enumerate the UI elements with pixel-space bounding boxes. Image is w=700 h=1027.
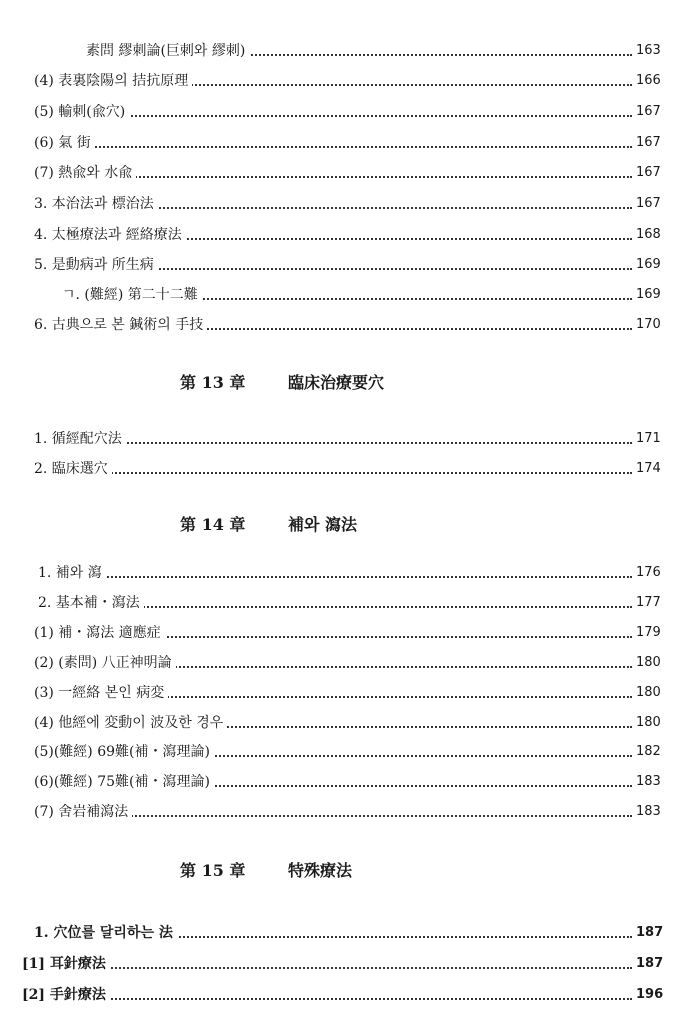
dot-leader: [24, 998, 632, 1000]
page-number: 176: [636, 562, 661, 584]
page-number: 182: [636, 741, 661, 763]
chapter-heading: [0, 512, 700, 538]
chapter-title: 臨床治療要穴: [288, 373, 385, 392]
toc-entry: [0, 652, 700, 674]
entry-label: 1. 補와 瀉: [38, 562, 106, 584]
page-number: 183: [636, 771, 661, 793]
entry-label: (2) (素問) 八正神明論: [34, 652, 176, 674]
dot-leader: [40, 576, 632, 578]
page-number: 166: [636, 70, 661, 92]
entry-label: (7) 熱兪와 水兪: [34, 162, 136, 184]
toc-entry: [0, 284, 700, 306]
dot-leader: [36, 472, 632, 474]
toc-entry: [0, 801, 700, 823]
entry-label: 4. 太極療法과 經絡療法: [34, 224, 186, 246]
chapter-title: 特殊療法: [288, 861, 353, 880]
page-number: 167: [636, 193, 661, 215]
toc-entry: [0, 162, 700, 184]
entry-label: [1] 耳針療法: [22, 953, 110, 975]
toc-entry: [0, 101, 700, 123]
toc-entry: [0, 984, 700, 1006]
toc-entry: [0, 741, 700, 763]
toc-entry: [0, 70, 700, 92]
toc-entry: [0, 592, 700, 614]
toc-entry: [0, 193, 700, 215]
toc-entry: [0, 314, 700, 336]
chapter-number: 第 14 章: [180, 515, 246, 534]
page-number: 179: [636, 622, 661, 644]
toc-entry: [0, 922, 700, 944]
toc-entry: [0, 771, 700, 793]
chapter-number: 第 15 章: [180, 861, 246, 880]
entry-label: 1. 穴位를 달리하는 法: [34, 922, 177, 944]
page-number: 170: [636, 314, 661, 336]
page-number: 167: [636, 132, 661, 154]
page-number: 180: [636, 682, 661, 704]
toc-entry: [0, 40, 700, 62]
dot-leader: [24, 967, 632, 969]
entry-label: ㄱ. (難經) 第二十二難: [62, 284, 202, 306]
page-number: 171: [636, 428, 661, 450]
entry-label: 1. 循經配穴法: [34, 428, 126, 450]
chapter-title: 補와 瀉法: [288, 515, 358, 534]
page-number: 167: [636, 101, 661, 123]
entry-label: [2] 手針療法: [22, 984, 110, 1006]
entry-label: (7) 舍岩補瀉法: [34, 801, 132, 823]
entry-label: (6)(難經) 75難(補・瀉理論): [34, 771, 214, 793]
entry-label: 素問 繆刺論(巨刺와 繆刺): [86, 40, 249, 62]
dot-leader: [36, 146, 632, 148]
entry-label: (1) 補・瀉法 適應症: [34, 622, 165, 644]
page-number: 180: [636, 652, 661, 674]
entry-label: (4) 表裏陰陽의 拮抗原理: [34, 70, 192, 92]
entry-label: (5) 輸刺(兪穴): [34, 101, 129, 123]
chapter-heading: [0, 858, 700, 884]
toc-entry: [0, 682, 700, 704]
entry-label: 2. 臨床選穴: [34, 458, 112, 480]
page-number: 163: [636, 40, 661, 62]
toc-entry: [0, 712, 700, 734]
entry-label: (3) 一經絡 본인 病変: [34, 682, 168, 704]
toc-entry: [0, 224, 700, 246]
entry-label: (6) 氣 街: [34, 132, 95, 154]
page-number: 174: [636, 458, 661, 480]
toc-entry: [0, 953, 700, 975]
entry-label: 2. 基本補・瀉法: [38, 592, 144, 614]
toc-entry: [0, 254, 700, 276]
entry-label: 3. 本治法과 標治法: [34, 193, 158, 215]
page-number: 196: [636, 984, 663, 1006]
page-number: 177: [636, 592, 661, 614]
toc-entry: [0, 132, 700, 154]
toc-entry: [0, 458, 700, 480]
chapter-heading: [0, 370, 700, 396]
toc-entry: [0, 562, 700, 584]
chapter-number: 第 13 章: [180, 373, 246, 392]
page-number: 183: [636, 801, 661, 823]
page-number: 187: [636, 953, 663, 975]
page-number: 168: [636, 224, 661, 246]
entry-label: (4) 他經에 変動이 波及한 경우: [34, 712, 227, 734]
page-number: 169: [636, 284, 661, 306]
toc-entry: [0, 622, 700, 644]
page-number: 167: [636, 162, 661, 184]
page-number: 187: [636, 922, 663, 944]
entry-label: 5. 是動病과 所生病: [34, 254, 158, 276]
page-number: 180: [636, 712, 661, 734]
page-number: 169: [636, 254, 661, 276]
entry-label: (5)(難經) 69難(補・瀉理論): [34, 741, 214, 763]
toc-entry: [0, 428, 700, 450]
entry-label: 6. 古典으로 본 鍼術의 手技: [34, 314, 207, 336]
